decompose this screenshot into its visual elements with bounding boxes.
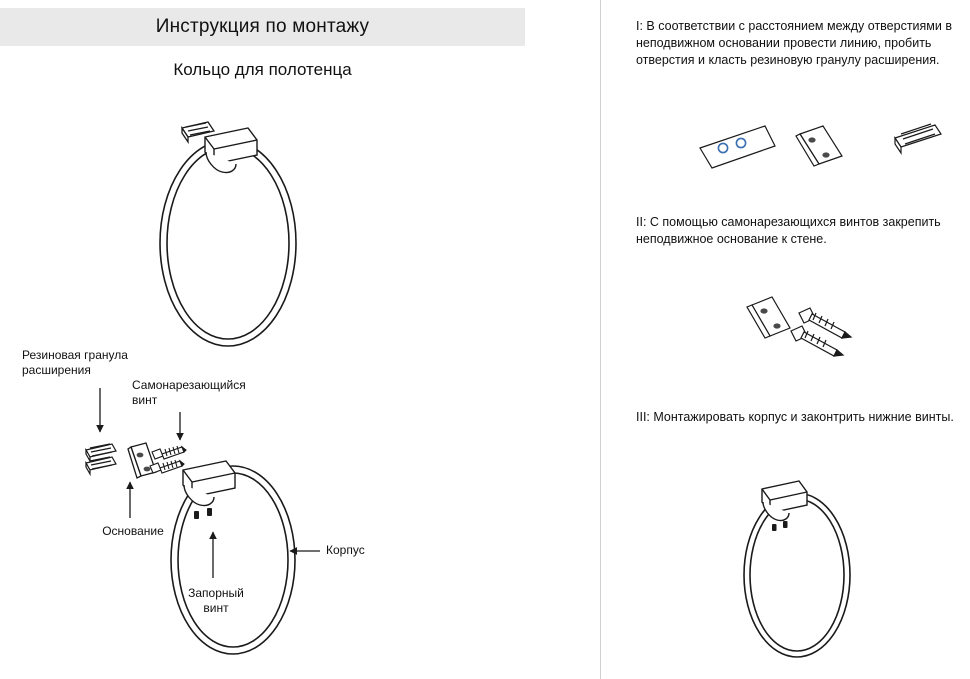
- towel-ring-main-body: [205, 128, 257, 173]
- label-body: Корпус: [326, 543, 365, 557]
- towel-ring-main: [160, 140, 296, 346]
- towel-ring-exploded-body: [183, 461, 235, 519]
- rubber-granule-exploded: [86, 444, 116, 474]
- column-divider: [600, 0, 601, 679]
- product-subtitle: Кольцо для полотенца: [173, 60, 352, 79]
- step-1-text: I: В соответствии с расстоянием между отверстиями в неподвижном основании провести линию, пробить отверстия и класть резиновую гранулу расширения.: [636, 19, 952, 67]
- towel-ring-main-bracket: [182, 122, 214, 142]
- leader-arrows: [100, 388, 320, 578]
- base-plate-exploded: [128, 443, 156, 478]
- label-self-tapping-screw: Самонарезающийся винт: [132, 378, 246, 407]
- label-locking-screw: Запорный винт: [188, 586, 244, 615]
- page-title: Инструкция по монтажу: [155, 16, 370, 37]
- step-3-ring-body: [762, 481, 807, 531]
- step-3-assembled-ring: [744, 493, 850, 657]
- step-2-parts: [747, 297, 851, 356]
- self-tapping-screws-exploded: [150, 446, 186, 473]
- step-1-parts: [700, 124, 941, 168]
- label-rubber-granule: Резиновая гранула расширения: [22, 348, 128, 377]
- step-2-text: II: С помощью самонарезающихся винтов закрепить неподвижное основание к стене.: [636, 215, 941, 246]
- step-3-text: III: Монтажировать корпус и законтрить нижние винты.: [636, 410, 954, 424]
- label-base: Основание: [102, 524, 164, 538]
- towel-ring-exploded: [171, 466, 295, 654]
